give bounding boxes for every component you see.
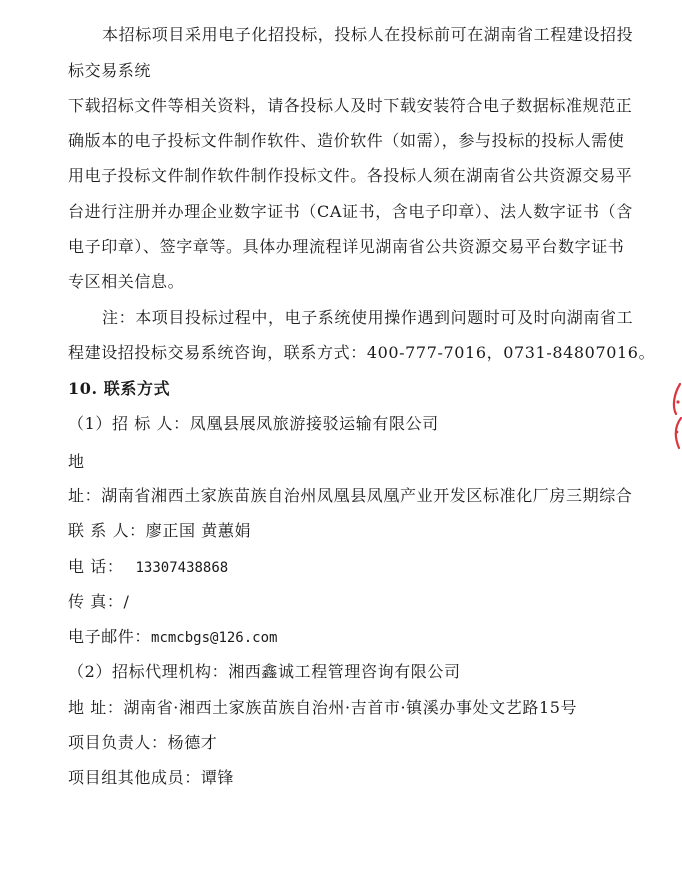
agency-members-row: [68, 768, 234, 788]
intro-line-3: 下载招标文件等相关资料，请各投标人及时下载安装符合电子数据标准规范正: [68, 96, 633, 115]
intro-line-2: 标交易系统: [68, 61, 152, 80]
note-line-1: 注：本项目投标过程中，电子系统使用操作遇到问题时可及时向湖南省工: [102, 308, 634, 327]
agency-name: 湘西鑫诚工程管理咨询有限公司: [228, 662, 461, 681]
tenderer-fax-value: /: [123, 592, 130, 611]
intro-line-7: 电子印章）、签字章等。具体办理流程详见湖南省公共资源交易平台数字证书: [68, 237, 625, 256]
section-heading: 10. 联系方式: [68, 379, 171, 398]
tenderer-contact-label: 联 系 人：: [68, 521, 146, 540]
tenderer-address: 址：湖南省湘西土家族苗族自治州凤凰县凤凰产业开发区标准化厂房三期综合: [68, 486, 633, 505]
intro-line-5: 用电子投标文件制作软件制作投标文件。各投标人须在湖南省公共资源交易平: [68, 166, 633, 185]
agency-address-row: [68, 698, 577, 718]
tenderer-email-value: mcmcbgs@126.com: [151, 630, 278, 646]
note-line-2: [68, 343, 655, 363]
tenderer-contact-row: [68, 521, 251, 541]
tenderer-email-row: [68, 627, 277, 648]
intro-line-8: 专区相关信息。: [68, 272, 185, 291]
tenderer-email-label: 电子邮件：: [68, 627, 152, 646]
tenderer-phone-value: 13307438868: [135, 560, 229, 576]
tenderer-label: （1）招 标 人：: [68, 414, 190, 433]
tenderer-row: [68, 414, 439, 434]
intro-line-4: 确版本的电子投标文件制作软件、造价软件（如需），参与投标的投标人需使: [68, 131, 625, 150]
agency-address-label: 地 址：: [68, 698, 124, 717]
tenderer-phone-row: [68, 557, 228, 578]
agency-label: （2）招标代理机构：: [68, 662, 229, 681]
tenderer-contact-value: 廖正国 黄蕙娟: [145, 521, 252, 540]
agency-manager-label: 项目负责人：: [68, 733, 168, 752]
tenderer-fax-row: [68, 592, 130, 612]
agency-manager-row: [68, 733, 217, 753]
agency-manager-value: 杨德才: [167, 733, 218, 752]
agency-address-value: 湖南省·湘西土家族苗族自治州·吉首市·镇溪办事处文艺路15号: [123, 698, 578, 717]
note-line-2-prefix: 程建设招投标交易系统咨询，联系方式：: [68, 343, 367, 362]
intro-line-6: 台进行注册并办理企业数字证书（CA证书，含电子印章）、法人数字证书（含: [68, 202, 633, 221]
tenderer-fax-label: 传 真：: [68, 592, 124, 611]
note-line-2-phones: 400-777-7016，0731-84807016。: [366, 343, 656, 362]
agency-row: [68, 662, 461, 682]
agency-members-value: 谭锋: [200, 768, 235, 787]
agency-members-label: 项目组其他成员：: [68, 768, 201, 787]
stamp-edge-mark: [666, 382, 682, 452]
intro-line-1: 本招标项目采用电子化招投标，投标人在投标前可在湖南省工程建设招投: [102, 25, 634, 44]
tenderer-phone-label: 电 话：: [68, 557, 124, 576]
tenderer-name: 凤凰县展凤旅游接驳运输有限公司: [189, 414, 439, 433]
tenderer-address-label: 地: [68, 452, 85, 471]
